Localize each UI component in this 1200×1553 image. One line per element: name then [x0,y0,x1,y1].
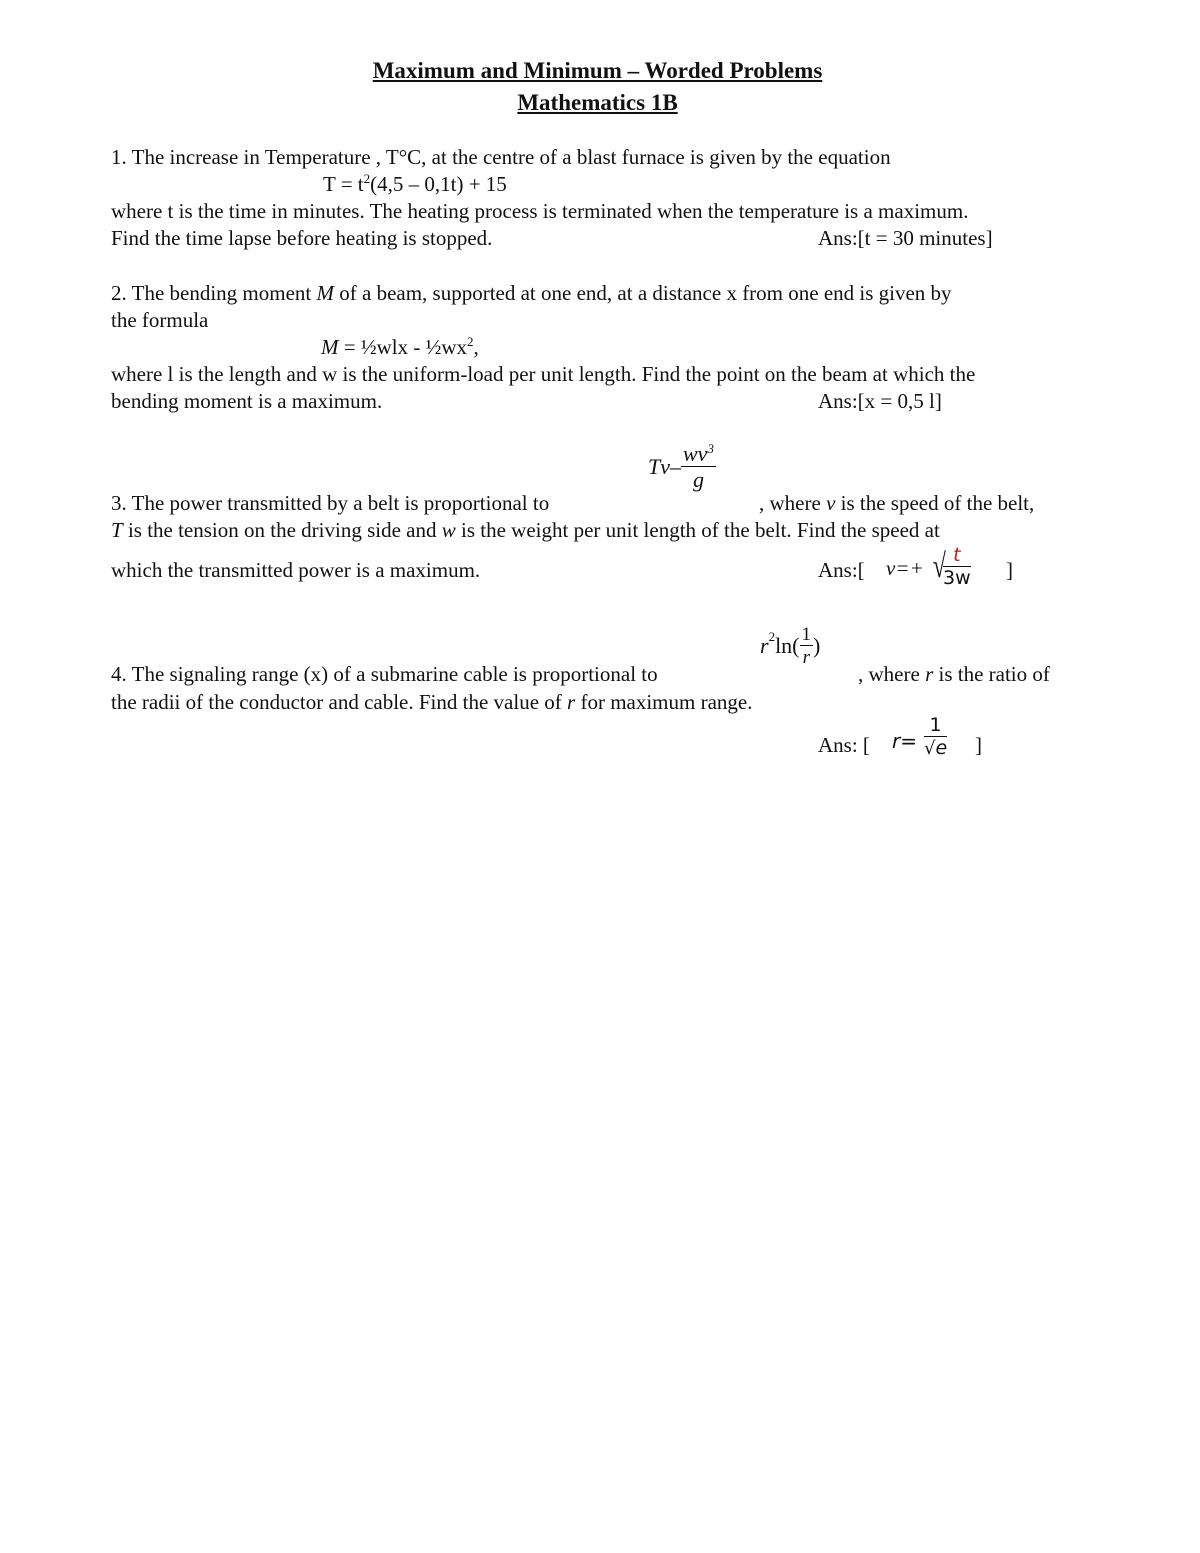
q3-v-symbol: v [826,491,836,515]
q2-eq-m: M [321,335,339,359]
q1-eq-exp: 2 [363,171,371,186]
q3-expr-den: g [692,467,704,492]
q4-expression [760,625,820,667]
q4-expr-exp: 2 [768,629,776,645]
q4-ans-open: Ans: [ [818,733,870,757]
q4-line2: the radii of the conductor and cable. Find the value of r for maximum range. [111,690,753,714]
q1-line3: Find the time lapse before heating is stopped. [111,226,493,250]
q3-expr-num: $wv^3$ [683,441,714,466]
q3-ans-den: 3w [943,567,971,589]
page-subtitle: Mathematics 1B [517,90,678,115]
q4-ans-r: r= [892,729,917,753]
q1-equation [323,171,507,196]
q4-expr-den: r [802,647,810,668]
q3-expression [648,443,716,491]
q4-ans-close: ] [975,733,982,757]
q4-line1-cont: , where r is the ratio of [858,662,1050,686]
q2-line3: where l is the length and w is the uniform-load per unit length. Find the point on the beam at which the [111,362,976,386]
q3-ans-open: Ans:[ [818,558,865,582]
q3-ans-close: ] [1006,558,1013,582]
q4-ans-num: 1 [924,716,947,737]
q3-line2: T is the tension on the driving side and w is the weight per unit length of the belt. Find the speed at [111,518,940,542]
q3-expr-fraction [681,443,716,491]
q2-line1-text: 2. The bending moment [111,281,312,305]
q2-line4: bending moment is a maximum. [111,389,383,413]
q4-line1: 4. The signaling range (x) of a submarine cable is proportional to [111,662,658,686]
q2-answer: Ans:[x = 0,5 l] [818,389,942,413]
q4-expr-close: ) [813,633,821,658]
q2-equation [321,334,479,359]
q4-ans-den: e [935,737,948,759]
q4-r-symbol-2: r [567,690,576,714]
q3-t-symbol: T [111,518,123,542]
q2-line1-cont: of a beam, supported at one end, at a distance x from one end is given by [339,281,952,305]
q2-line1 [111,283,952,304]
q3-ans-v: v=+ [886,556,924,580]
q4-r-symbol: r [925,662,934,686]
q1-line2: where t is the time in minutes. The heating process is terminated when the temperature is a maximum. [111,199,969,223]
page-title: Maximum and Minimum – Worded Problems [372,58,823,83]
q3-line1: 3. The power transmitted by a belt is proportional to [111,491,550,515]
q4-ans-fraction: $\frac{1}{√e}$ [924,714,948,759]
q2-eq-exp: 2 [467,334,474,349]
q4-expr-num: 1 [801,624,812,645]
q1-eq-rhs: (4,5 – 0,1t) + 15 [370,172,507,196]
q3-ans-num: t [943,546,971,567]
q2-line2: the formula [111,308,209,332]
q3-line1-cont: , where v is the speed of the belt, [759,491,1035,515]
q3-line3: which the transmitted power is a maximum. [111,558,481,582]
q3-expr-tv: Tv– [648,454,681,479]
q1-line1: 1. The increase in Temperature , T°C, at the centre of a blast furnace is given by the equation [111,145,891,169]
q4-expr-r: r [760,633,769,658]
q2-eq-end: , [473,335,479,359]
q2-m-symbol: M [316,281,334,305]
q4-expr-fraction [800,625,814,667]
q3-w-symbol: w [441,518,456,542]
q1-answer: Ans:[t = 30 minutes] [818,226,993,250]
q1-eq-lhs: T = t [323,172,364,196]
q2-eq-rhs: = ½wlx - ½wx [338,335,468,359]
q3-ans-sqrt: √ $\frac{t}{3w}$ [932,544,971,589]
q4-expr-ln: ln( [775,633,800,658]
